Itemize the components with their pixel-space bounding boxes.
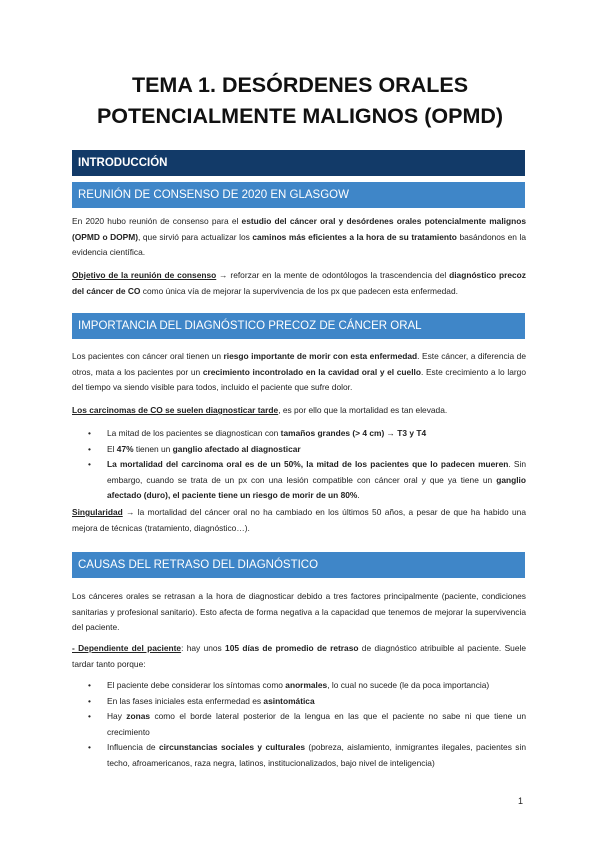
text-run: La mitad de los pacientes se diagnostican con — [107, 428, 281, 438]
text-run: como el borde lateral posterior de la lengua en las que el paciente no sabe ni que tiene un crecimiento — [107, 711, 526, 737]
text-run: basándonos en la evidencia científica. — [72, 231, 527, 257]
list-item — [72, 426, 526, 442]
text-run: Hay — [107, 711, 127, 721]
bold-text: 47% — [116, 443, 134, 454]
text-run: : hay unos — [181, 643, 226, 653]
underlined-bold-text: Objetivo de la reunión de consenso — [72, 270, 217, 280]
text-run: En 2020 hubo reunión de consenso para el — [72, 216, 242, 226]
text-run: . — [357, 490, 360, 500]
page-number: 1 — [518, 796, 524, 806]
title-line-2: POTENCIALMENTE MALIGNOS (OPMD) — [96, 104, 504, 128]
bold-text: zonas — [126, 711, 151, 721]
bold-text: tamaños grandes (> 4 cm) → T3 y T4 — [280, 428, 427, 438]
bold-text: estudio del cáncer oral y desórdenes orales potencialmente malignos (OPMD o DOPM) — [72, 216, 526, 242]
underlined-bold-text: Singularidad — [72, 507, 123, 517]
paragraph-consenso-2020 — [72, 214, 526, 261]
bullet-list-diagnostico — [72, 426, 526, 504]
text-run: de diagnóstico atribuible al paciente. Suele tardar tanto porque: — [72, 643, 527, 669]
bold-text: caminos más eficientes a la hora de su tratamiento — [252, 231, 457, 242]
bold-text: riesgo importante de morir con esta enfermedad — [223, 351, 418, 361]
text-run: , lo cual no sucede (le da poca importancia) — [327, 680, 490, 690]
text-run: tienen un — [133, 443, 173, 454]
paragraph-singularidad — [72, 505, 526, 536]
bold-text: asintomática — [263, 695, 315, 706]
bold-text: circunstancias sociales y culturales — [158, 742, 306, 752]
list-item — [72, 442, 526, 458]
underlined-bold-text: - Dependiente del paciente — [72, 643, 182, 653]
document-title — [0, 70, 600, 132]
list-item — [72, 457, 526, 504]
text-run: (pobreza, aislamiento, inmigrantes ilegales, pacientes sin techo, afroamericanos, raza negra, latinos, institucionalizados, bajo nivel de inteligencia) — [107, 742, 526, 768]
list-item — [72, 694, 526, 710]
text-run: . Este cáncer, a diferencia de otros, mata a los pacientes por un — [72, 351, 526, 377]
text-run: como única vía de mejorar la supervivencia de los px que padecen esta enfermedad. — [140, 285, 458, 296]
bold-text: 105 días de promedio de retraso — [225, 643, 359, 653]
bold-text: ganglio afectado (duro), el paciente tiene un riesgo de morir de un 80% — [107, 474, 526, 500]
text-run: El paciente debe considerar los síntomas como — [107, 680, 286, 690]
paragraph-objetivo — [72, 268, 526, 299]
text-run: Los pacientes con cáncer oral tienen un — [72, 351, 224, 361]
subsection-header-importancia: IMPORTANCIA DEL DIAGNÓSTICO PRECOZ DE CÁNCER ORAL — [72, 313, 525, 339]
paragraph-canceres-orales: Los cánceres orales se retrasan a la hora de diagnosticar debido a tres factores principalmente (paciente, condiciones sanitarias y profesional sanitario). Esto afecta de forma negativa a la capacidad que tenemos de mejorar la supervivencia del paciente. — [72, 591, 526, 632]
section-header-introduccion: INTRODUCCIÓN — [72, 150, 525, 176]
text-run: Influencia de — [107, 742, 159, 752]
text-run: → reforzar en la mente de odontólogos la trascendencia del — [216, 270, 450, 280]
list-item — [72, 740, 526, 771]
text-run: . Este crecimiento a lo largo del tiempo va siendo visible para todos, incluido el paciente que sufre dolor. — [72, 366, 526, 392]
bold-text: anormales — [285, 680, 328, 690]
text-run: El — [107, 443, 117, 454]
bold-text: crecimiento incontrolado en la cavidad oral y el cuello — [202, 366, 421, 377]
text-run: , que sirvió para actualizar los — [138, 231, 253, 242]
text-run: . Sin embargo, cuando se trata de un px con una lesión compatible con cáncer oral y que ya tiene un — [107, 459, 526, 485]
paragraph-carcinomas-tarde — [72, 403, 526, 419]
paragraph-pacientes-cancer-oral — [72, 349, 526, 396]
underlined-bold-text: Los carcinomas de CO se suelen diagnosticar tarde — [72, 405, 279, 415]
bold-text: ganglio afectado al diagnosticar — [172, 443, 301, 454]
text-run: En las fases iniciales esta enfermedad es — [107, 695, 264, 706]
bold-text: La mortalidad del carcinoma oral es de un 50%, la mitad de los pacientes que lo padecen mueren — [107, 459, 509, 469]
subsection-header-glasgow: REUNIÓN DE CONSENSO DE 2020 EN GLASGOW — [72, 182, 525, 208]
text-run: , es por ello que la mortalidad es tan elevada. — [278, 405, 448, 415]
title-line-1: TEMA 1. DESÓRDENES ORALES — [131, 73, 469, 97]
list-item — [72, 678, 526, 694]
list-item — [72, 709, 526, 740]
text-run: → la mortalidad del cáncer oral no ha cambiado en los últimos 50 años, a pesar de que ha habido una mejora de técnicas (tratamiento, diagnóstico…). — [72, 507, 526, 533]
subsection-header-causas: CAUSAS DEL RETRASO DEL DIAGNÓSTICO — [72, 552, 525, 578]
bold-text: diagnóstico precoz del cáncer de CO — [72, 270, 526, 296]
paragraph-dependiente-paciente — [72, 641, 526, 672]
bullet-list-retraso-paciente — [72, 678, 526, 771]
